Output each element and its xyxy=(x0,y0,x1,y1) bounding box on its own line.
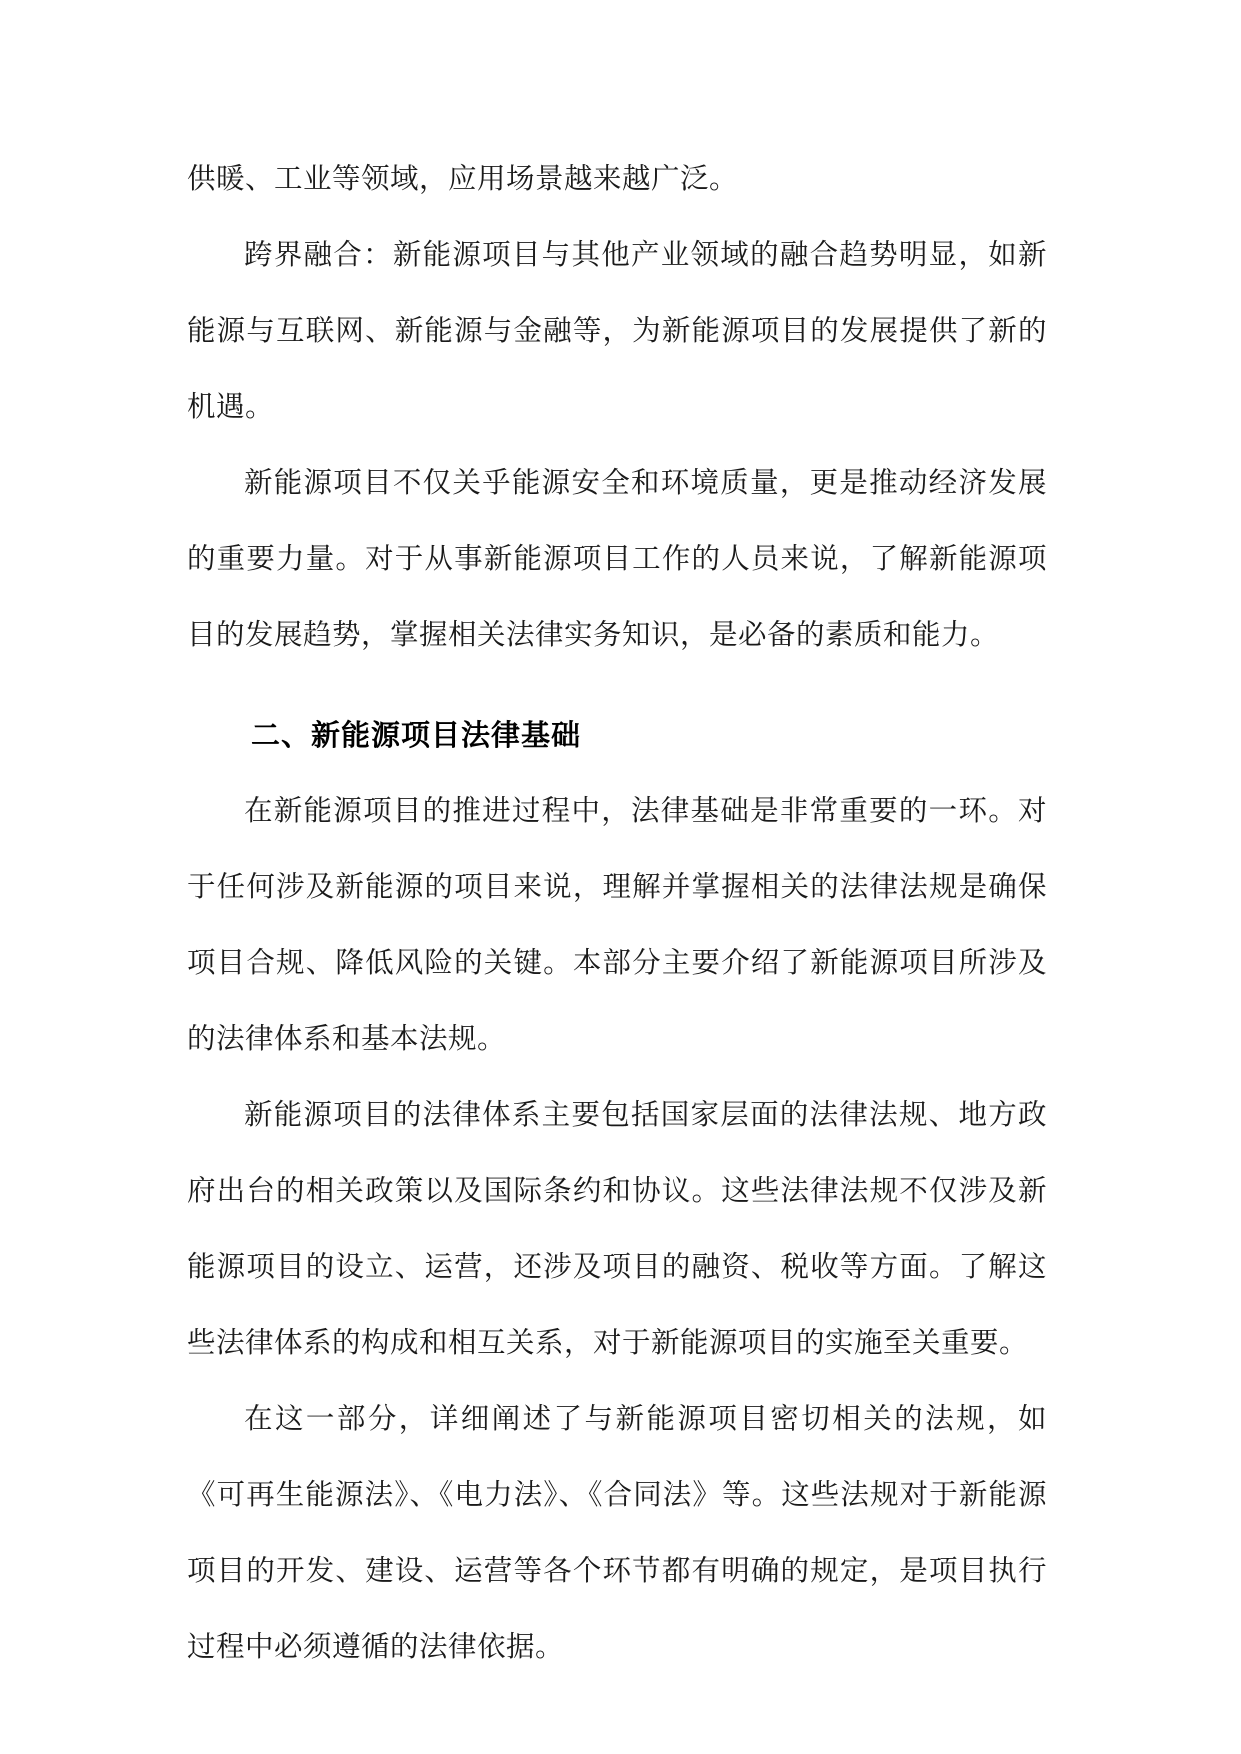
paragraph-legal-basis-intro: 在新能源项目的推进过程中，法律基础是非常重要的一环。对于任何涉及新能源的项目来说，理解并掌握相关的法律法规是确保项目合规、降低风险的关键。本部分主要介绍了新能源项目所涉及的法律体系和基本法规。 xyxy=(187,794,1047,1055)
paragraph-importance: 新能源项目不仅关乎能源安全和环境质量，更是推动经济发展的重要力量。对于从事新能源项目工作的人员来说，了解新能源项目的发展趋势，掌握相关法律实务知识，是必备的素质和能力。 xyxy=(187,466,1047,651)
paragraph-specific-laws: 在这一部分，详细阐述了与新能源项目密切相关的法规，如《可再生能源法》、《电力法》、《合同法》等。这些法规对于新能源项目的开发、建设、运营等各个环节都有明确的规定，是项目执行过程中必须遵循的法律依据。 xyxy=(187,1402,1047,1663)
section-heading: 二、新能源项目法律基础 xyxy=(251,718,582,752)
paragraph-legal-system: 新能源项目的法律体系主要包括国家层面的法律法规、地方政府出台的相关政策以及国际条约和协议。这些法律法规不仅涉及新能源项目的设立、运营，还涉及项目的融资、税收等方面。了解这些法律体系的构成和相互关系，对于新能源项目的实施至关重要。 xyxy=(187,1098,1047,1359)
document-body xyxy=(187,141,1047,1685)
paragraph-continued: 供暖、工业等领域，应用场景越来越广泛。 xyxy=(187,162,739,195)
paragraph-cross-industry-fusion: 跨界融合：新能源项目与其他产业领域的融合趋势明显，如新能源与互联网、新能源与金融等，为新能源项目的发展提供了新的机遇。 xyxy=(187,238,1047,423)
